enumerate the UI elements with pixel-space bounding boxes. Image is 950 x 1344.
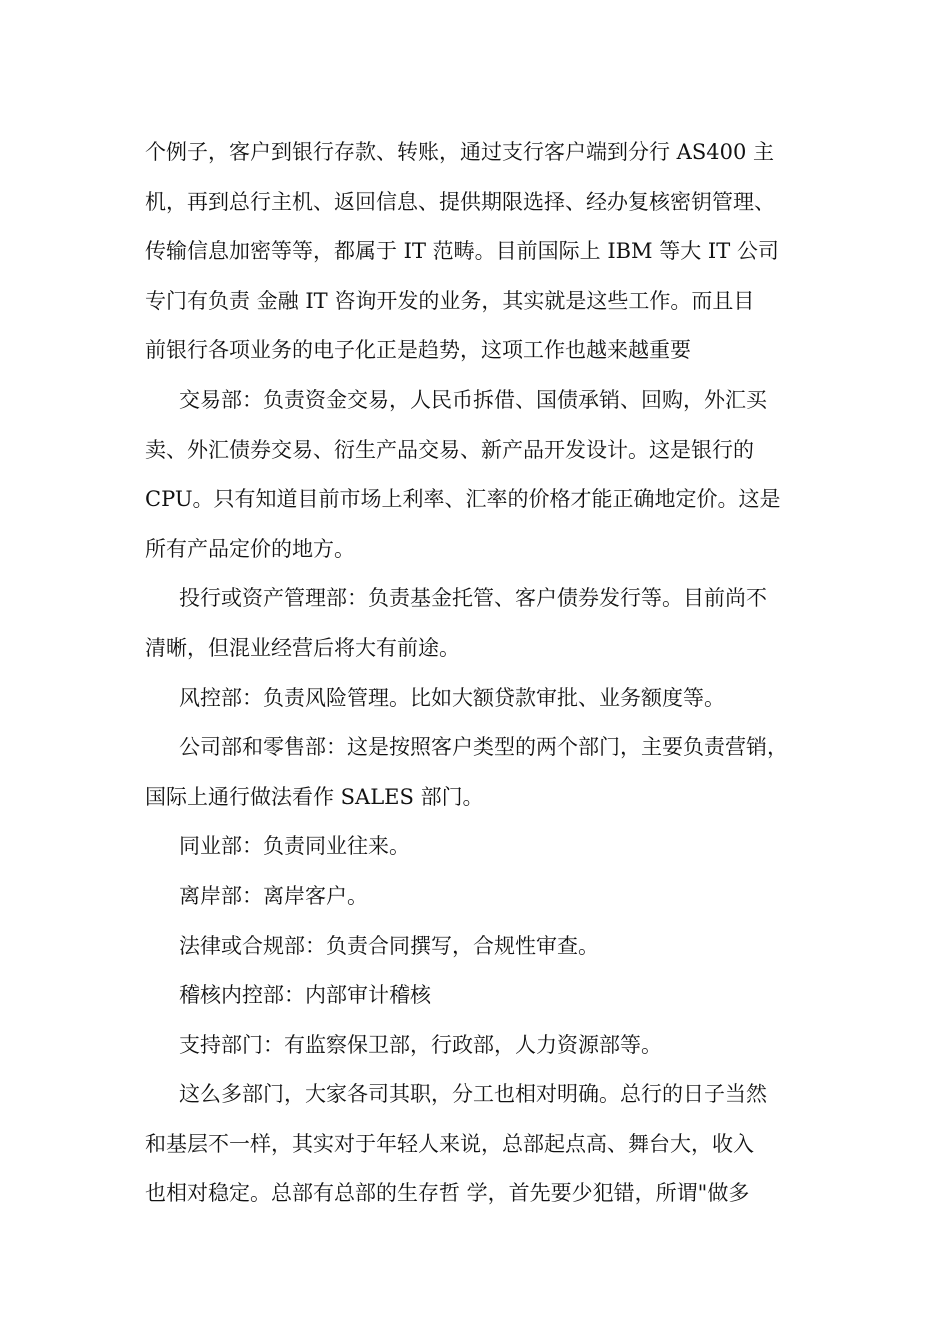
text-line: 专门有负责 金融 IT 咨询开发的业务，其实就是这些工作。而且目 bbox=[145, 288, 755, 313]
text-line: 传输信息加密等等，都属于 IT 范畴。目前国际上 IBM 等大 IT 公司 bbox=[145, 239, 779, 264]
text-line: CPU。只有知道目前市场上利率、汇率的价格才能正确地定价。这是 bbox=[145, 487, 781, 512]
text-line: 机，再到总行主机、返回信息、提供期限选择、经办复核密钥管理、 bbox=[145, 189, 775, 214]
paragraph-line: 这么多部门，大家各司其职，分工也相对明确。总行的日子当然 bbox=[179, 1082, 767, 1107]
paragraph-line: 支持部门：有监察保卫部，行政部，人力资源部等。 bbox=[179, 1032, 662, 1057]
paragraph-line: 稽核内控部：内部审计稽核 bbox=[179, 983, 431, 1008]
document-body bbox=[145, 128, 825, 1219]
text-line: 和基层不一样，其实对于年轻人来说，总部起点高、舞台大，收入 bbox=[145, 1131, 754, 1156]
paragraph-line: 公司部和零售部：这是按照客户类型的两个部门，主要负责营销， bbox=[179, 735, 788, 760]
text-line: 前银行各项业务的电子化正是趋势，这项工作也越来越重要 bbox=[145, 338, 691, 363]
paragraph-line: 离岸部：离岸客户。 bbox=[179, 883, 368, 908]
text-line: 清晰，但混业经营后将大有前途。 bbox=[145, 635, 460, 660]
text-line: 个例子，客户到银行存款、转账，通过支行客户端到分行 AS400 主 bbox=[145, 140, 774, 164]
text-line: 卖、外汇债券交易、衍生产品交易、新产品开发设计。这是银行的 bbox=[145, 437, 754, 462]
text-line: 国际上通行做法看作 SALES 部门。 bbox=[145, 784, 484, 809]
paragraph-line: 交易部：负责资金交易，人民币拆借、国债承销、回购，外汇买 bbox=[179, 387, 767, 412]
paragraph-line: 投行或资产管理部：负责基金托管、客户债券发行等。目前尚不 bbox=[179, 586, 767, 611]
paragraph-line: 同业部：负责同业往来。 bbox=[179, 834, 410, 859]
paragraph-line: 风控部：负责风险管理。比如大额贷款审批、业务额度等。 bbox=[179, 685, 725, 710]
text-line: 所有产品定价的地方。 bbox=[145, 536, 355, 561]
text-line: 也相对稳定。总部有总部的生存哲 学，首先要少犯错，所谓"做多 bbox=[145, 1181, 750, 1206]
paragraph-line: 法律或合规部：负责合同撰写，合规性审查。 bbox=[179, 933, 599, 958]
